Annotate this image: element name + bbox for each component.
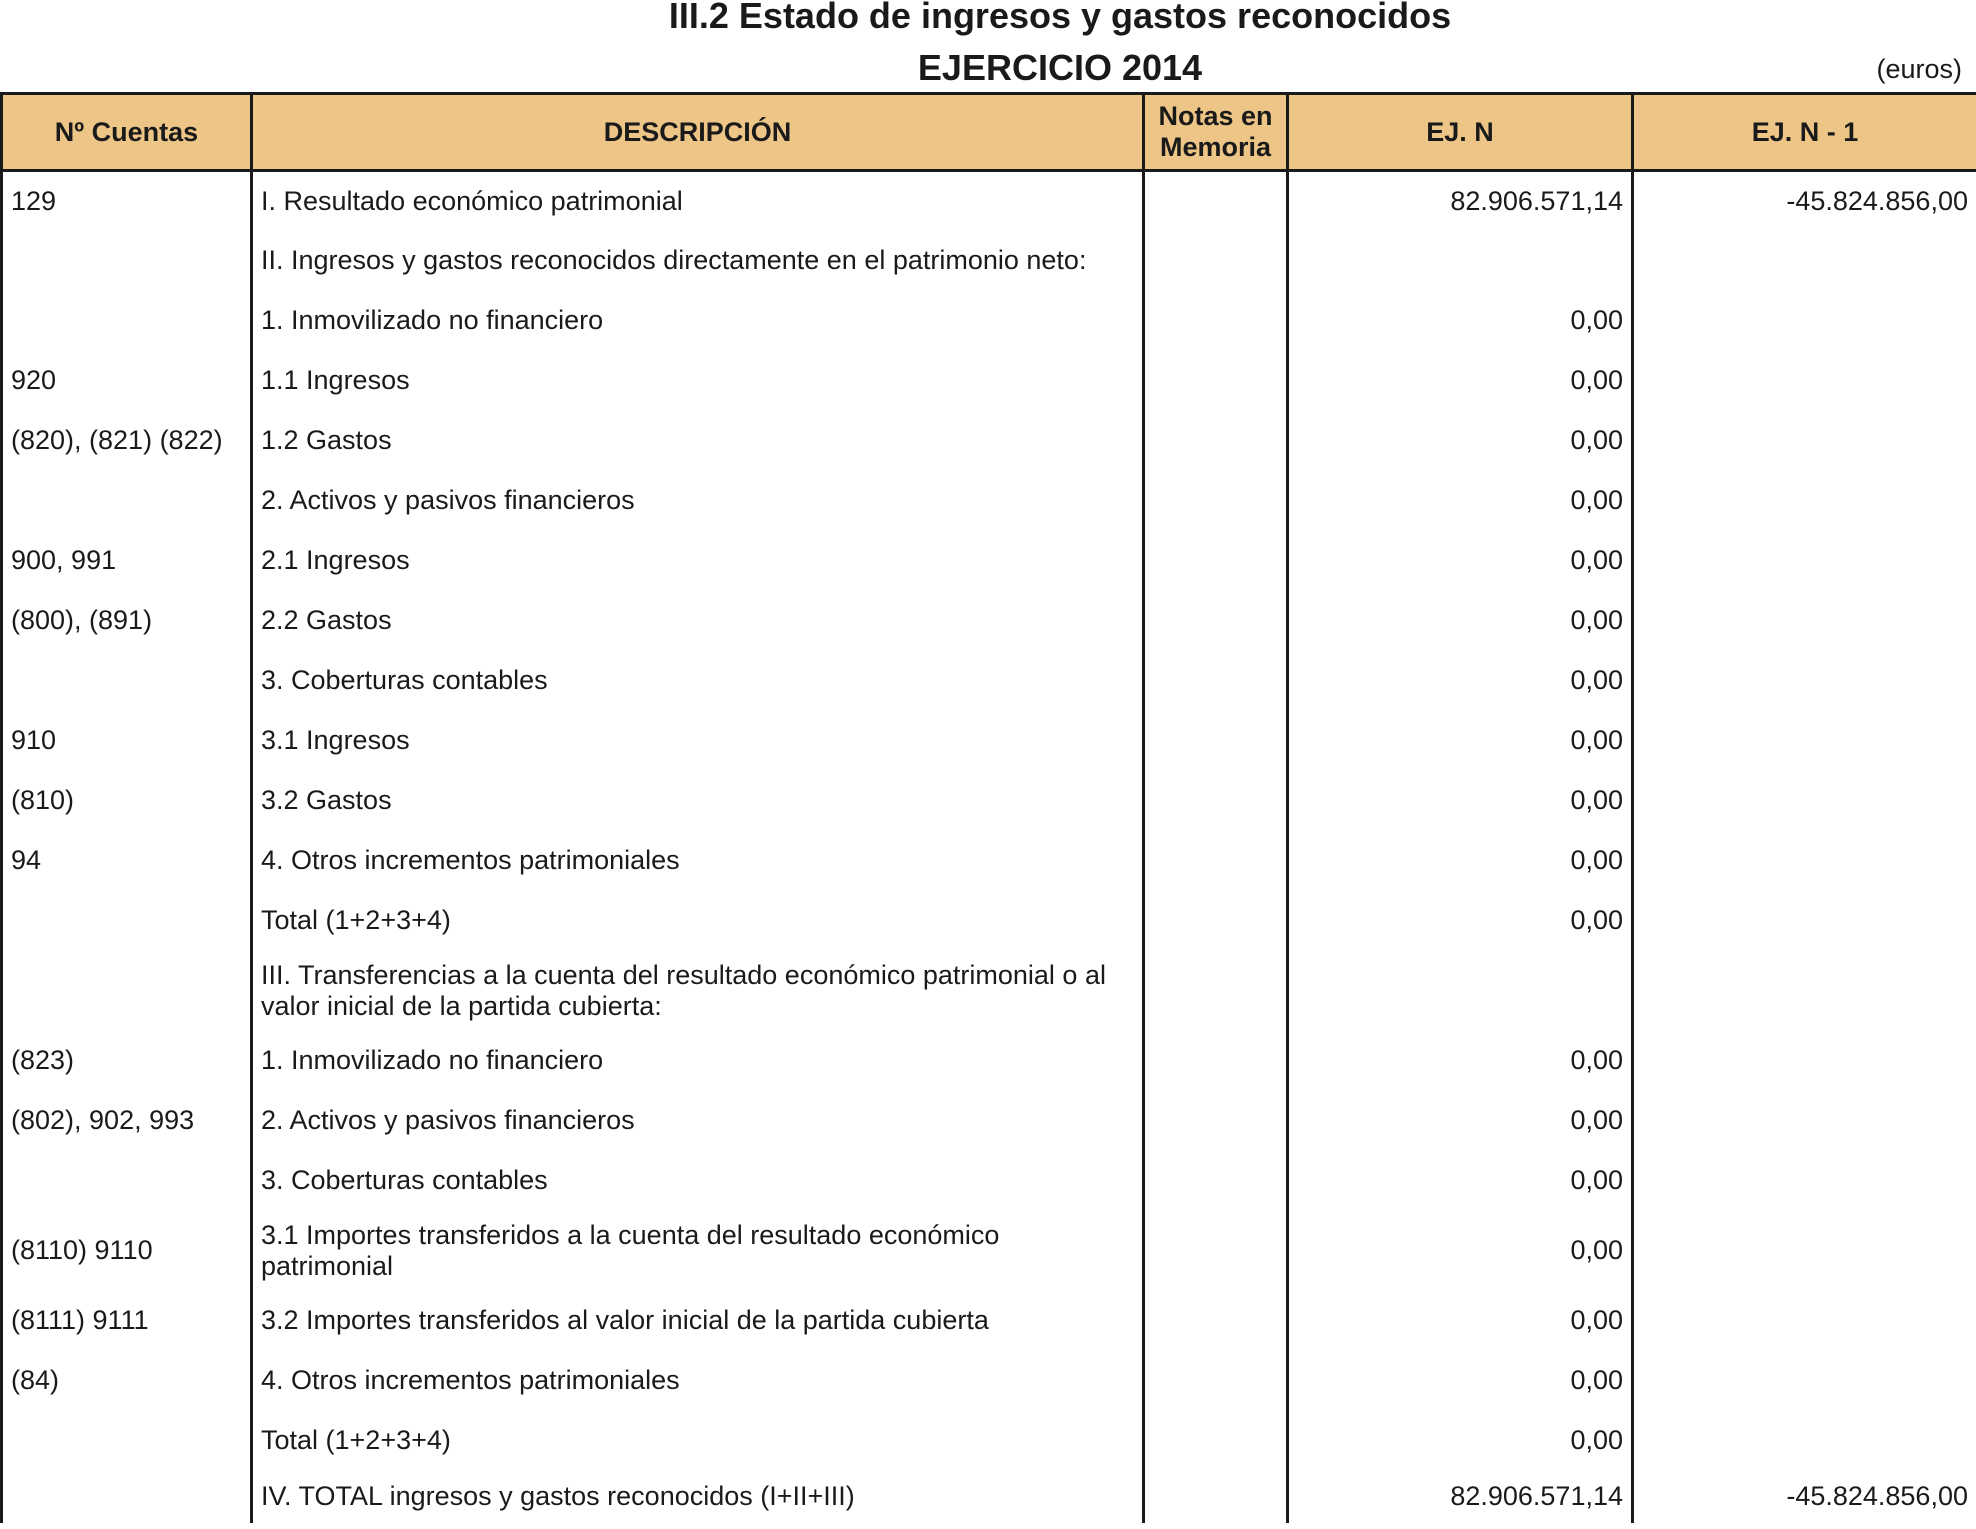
row-notes: [1144, 591, 1288, 651]
current-year-amount: 0,00: [1288, 1211, 1633, 1291]
account-codes: [2, 1151, 252, 1211]
previous-year-amount: [1633, 531, 1976, 591]
current-year-amount: 82.906.571,14: [1288, 171, 1633, 231]
row-description: 3.1 Ingresos: [252, 711, 1144, 771]
table-row: [2, 951, 1976, 1031]
row-notes: [1144, 831, 1288, 891]
column-header-notes: Notas en Memoria: [1144, 94, 1288, 171]
row-description: 3.2 Importes transferidos al valor inicial de la partida cubierta: [252, 1291, 1144, 1351]
table-row: [2, 171, 1976, 231]
row-notes: [1144, 1211, 1288, 1291]
account-codes: (820), (821) (822): [2, 411, 252, 471]
row-description: 2.1 Ingresos: [252, 531, 1144, 591]
row-description: II. Ingresos y gastos reconocidos directamente en el patrimonio neto:: [252, 231, 1144, 291]
row-description: I. Resultado económico patrimonial: [252, 171, 1144, 231]
current-year-amount: 0,00: [1288, 411, 1633, 471]
account-codes: [2, 231, 252, 291]
account-codes: (84): [2, 1351, 252, 1411]
table-row: [2, 411, 1976, 471]
row-description: IV. TOTAL ingresos y gastos reconocidos (I+II+III): [252, 1471, 1144, 1523]
row-description: 4. Otros incrementos patrimoniales: [252, 831, 1144, 891]
account-codes: (823): [2, 1031, 252, 1091]
fiscal-year-heading: EJERCICIO 2014: [917, 47, 1203, 88]
table-row: [2, 1411, 1976, 1471]
current-year-amount: 0,00: [1288, 291, 1633, 351]
row-notes: [1144, 1291, 1288, 1351]
row-notes: [1144, 1471, 1288, 1523]
current-year-amount: 0,00: [1288, 831, 1633, 891]
table-row: [2, 1091, 1976, 1151]
row-description: 4. Otros incrementos patrimoniales: [252, 1351, 1144, 1411]
row-notes: [1144, 651, 1288, 711]
current-year-amount: 0,00: [1288, 1351, 1633, 1411]
account-codes: (802), 902, 993: [2, 1091, 252, 1151]
row-notes: [1144, 1151, 1288, 1211]
current-year-amount: 0,00: [1288, 1031, 1633, 1091]
row-description: 1.1 Ingresos: [252, 351, 1144, 411]
account-codes: [2, 1471, 252, 1523]
table-row: [2, 1151, 1976, 1211]
current-year-amount: 0,00: [1288, 351, 1633, 411]
current-year-amount: 0,00: [1288, 651, 1633, 711]
row-notes: [1144, 1091, 1288, 1151]
account-codes: (800), (891): [2, 591, 252, 651]
table-row: [2, 1351, 1976, 1411]
account-codes: 920: [2, 351, 252, 411]
account-codes: [2, 951, 252, 1031]
previous-year-amount: [1633, 471, 1976, 531]
account-codes: [2, 291, 252, 351]
previous-year-amount: [1633, 891, 1976, 951]
row-description: 3. Coberturas contables: [252, 1151, 1144, 1211]
table-row: [2, 651, 1976, 711]
account-codes: (8110) 9110: [2, 1211, 252, 1291]
current-year-amount: 0,00: [1288, 1411, 1633, 1471]
row-notes: [1144, 771, 1288, 831]
row-description: Total (1+2+3+4): [252, 891, 1144, 951]
currency-units: (euros): [1876, 54, 1962, 84]
previous-year-amount: [1633, 1031, 1976, 1091]
column-header-accounts: Nº Cuentas: [2, 94, 252, 171]
previous-year-amount: -45.824.856,00: [1633, 1471, 1976, 1523]
current-year-amount: 0,00: [1288, 771, 1633, 831]
current-year-amount: 0,00: [1288, 531, 1633, 591]
previous-year-amount: [1633, 1291, 1976, 1351]
previous-year-amount: [1633, 951, 1976, 1031]
previous-year-amount: [1633, 1351, 1976, 1411]
row-notes: [1144, 951, 1288, 1031]
previous-year-amount: [1633, 291, 1976, 351]
table-row: [2, 591, 1976, 651]
row-description: 1. Inmovilizado no financiero: [252, 291, 1144, 351]
row-description: 3.1 Importes transferidos a la cuenta del resultado económico patrimonial: [252, 1211, 1144, 1291]
table-row: [2, 891, 1976, 951]
previous-year-amount: [1633, 711, 1976, 771]
previous-year-amount: [1633, 771, 1976, 831]
row-description: Total (1+2+3+4): [252, 1411, 1144, 1471]
row-notes: [1144, 1411, 1288, 1471]
row-notes: [1144, 351, 1288, 411]
row-description: 2. Activos y pasivos financieros: [252, 1091, 1144, 1151]
row-notes: [1144, 711, 1288, 771]
current-year-amount: 0,00: [1288, 1151, 1633, 1211]
row-notes: [1144, 291, 1288, 351]
account-codes: (8111) 9111: [2, 1291, 252, 1351]
account-codes: 129: [2, 171, 252, 231]
row-description: 1. Inmovilizado no financiero: [252, 1031, 1144, 1091]
row-notes: [1144, 231, 1288, 291]
previous-year-amount: [1633, 591, 1976, 651]
previous-year-amount: [1633, 1151, 1976, 1211]
table-row: [2, 1211, 1976, 1291]
account-codes: 94: [2, 831, 252, 891]
row-description: III. Transferencias a la cuenta del resultado económico patrimonial o al valor inicial de la partida cubierta:: [252, 951, 1144, 1031]
row-notes: [1144, 531, 1288, 591]
previous-year-amount: [1633, 231, 1976, 291]
previous-year-amount: [1633, 351, 1976, 411]
current-year-amount: 0,00: [1288, 1091, 1633, 1151]
account-codes: (810): [2, 771, 252, 831]
account-codes: [2, 471, 252, 531]
account-codes: 910: [2, 711, 252, 771]
current-year-amount: 0,00: [1288, 591, 1633, 651]
row-description: 1.2 Gastos: [252, 411, 1144, 471]
row-description: 2.2 Gastos: [252, 591, 1144, 651]
row-description: 3. Coberturas contables: [252, 651, 1144, 711]
current-year-amount: 0,00: [1288, 711, 1633, 771]
table-row: [2, 771, 1976, 831]
row-description: 3.2 Gastos: [252, 771, 1144, 831]
row-notes: [1144, 1031, 1288, 1091]
current-year-amount: [1288, 231, 1633, 291]
current-year-amount: 82.906.571,14: [1288, 1471, 1633, 1523]
income-expense-statement-table: [0, 92, 1976, 1523]
table-row: [2, 1291, 1976, 1351]
previous-year-amount: [1633, 831, 1976, 891]
row-notes: [1144, 471, 1288, 531]
previous-year-amount: [1633, 411, 1976, 471]
previous-year-amount: [1633, 1091, 1976, 1151]
column-header-previous-year: EJ. N - 1: [1633, 94, 1976, 171]
table-row: [2, 1031, 1976, 1091]
table-row: [2, 531, 1976, 591]
current-year-amount: 0,00: [1288, 471, 1633, 531]
row-notes: [1144, 411, 1288, 471]
previous-year-amount: [1633, 1211, 1976, 1291]
table-header-row: [2, 94, 1976, 171]
table-row: [2, 351, 1976, 411]
table-row: [2, 831, 1976, 891]
table-row: [2, 711, 1976, 771]
previous-year-amount: -45.824.856,00: [1633, 171, 1976, 231]
row-notes: [1144, 891, 1288, 951]
current-year-amount: [1288, 951, 1633, 1031]
account-codes: [2, 891, 252, 951]
account-codes: 900, 991: [2, 531, 252, 591]
previous-year-amount: [1633, 651, 1976, 711]
row-notes: [1144, 1351, 1288, 1411]
table-row: [2, 471, 1976, 531]
account-codes: [2, 1411, 252, 1471]
column-header-description: DESCRIPCIÓN: [252, 94, 1144, 171]
row-notes: [1144, 171, 1288, 231]
previous-year-amount: [1633, 1411, 1976, 1471]
current-year-amount: 0,00: [1288, 1291, 1633, 1351]
table-row: [2, 231, 1976, 291]
column-header-current-year: EJ. N: [1288, 94, 1633, 171]
table-row: [2, 291, 1976, 351]
current-year-amount: 0,00: [1288, 891, 1633, 951]
account-codes: [2, 651, 252, 711]
statement-title: III.2 Estado de ingresos y gastos reconocidos: [668, 0, 1452, 36]
table-row: [2, 1471, 1976, 1523]
row-description: 2. Activos y pasivos financieros: [252, 471, 1144, 531]
